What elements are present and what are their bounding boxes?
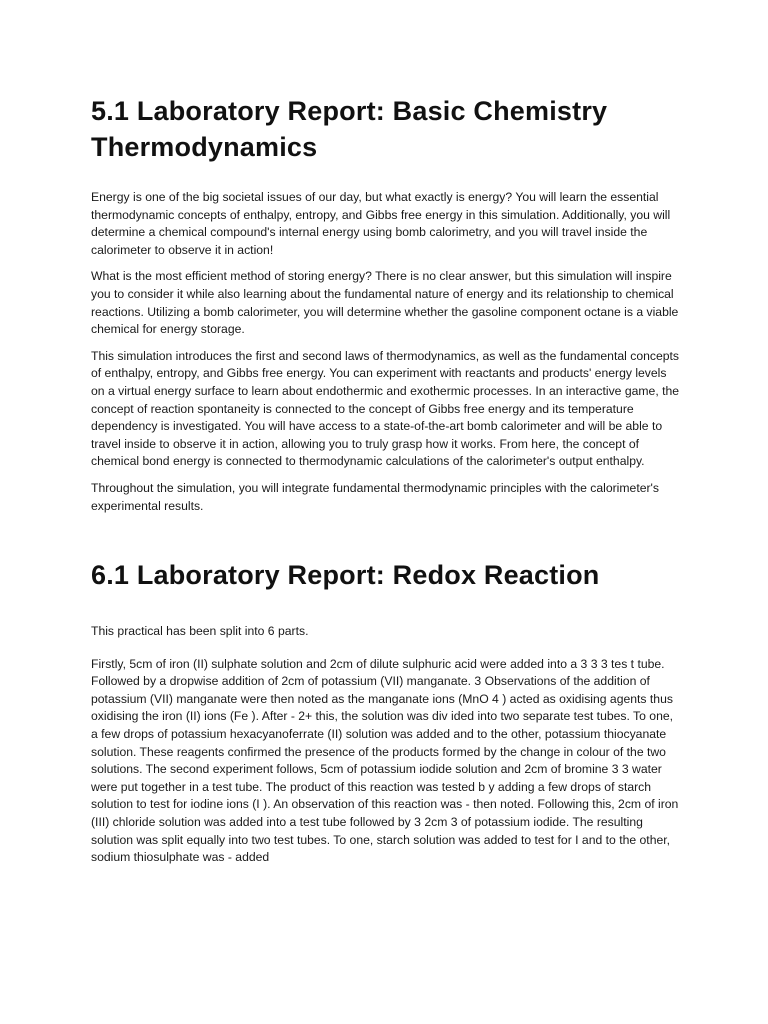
paragraph: Energy is one of the big societal issues of our day, but what exactly is energy? You will learn the essential thermodynamic concepts of enthalpy, entropy, and Gibbs free energy in this simulation. Additionally, you will determine a chemical compound's internal energy using bomb calorimetry, and you will travel inside the calorimeter to observe it in action! bbox=[91, 190, 671, 257]
paragraph: This practical has been split into 6 parts. bbox=[91, 624, 309, 639]
document-content bbox=[91, 93, 683, 876]
section-heading-redox: 6.1 Laboratory Report: Redox Reaction bbox=[91, 560, 600, 591]
paragraph: What is the most efficient method of storing energy? There is no clear answer, but this simulation will inspire you to consider it while also learning about the fundamental nature of energy and its relationship to chemical reactions. Utilizing a bomb calorimeter, you will determine whether the gasoline component octane is a viable chemical for energy storage. bbox=[91, 269, 679, 337]
paragraph: This simulation introduces the first and second laws of thermodynamics, as well as the fundamental concepts of enthalpy, entropy, and Gibbs free energy. You can experiment with reactants and products' energy levels on a virtual energy surface to learn about endothermic and exothermic processes. In an interactive game, the concept of reaction spontaneity is connected to the concept of Gibbs free energy and its temperature dependency is investigated. You will have access to a state-of-the-art bomb calorimeter and will be able to travel inside to observe it in action, allowing you to truly grasp how it works. From here, the concept of chemical bond energy is connected to thermodynamic calculations of the calorimeter's output enthalpy. bbox=[91, 348, 680, 469]
section-heading-thermodynamics: 5.1 Laboratory Report: Basic Chemistry Thermodynamics bbox=[91, 96, 608, 162]
paragraph: Firstly, 5cm of iron (II) sulphate solution and 2cm of dilute sulphuric acid were added into a 3 3 3 tes t tube. Followed by a dropwise addition of 2cm of potassium (VII) manganate. 3 Observations of the addition of potassium (VII) manganate were then noted as the manganate ions (MnO 4 ) acted as oxidising agents thus oxidising the iron (II) ions (Fe ). After - 2+ this, the solution was div ided into two separate test tubes. To one, a few drops of potassium hexacyanoferrate (II) solution was added and to the other, potassium thiocyanate solution. These reagents confirmed the presence of the products formed by the change in colour of the two solutions. The second experiment follows, 5cm of potassium iodide solution and 2cm of bromine 3 3 water were put together in a test tube. The product of this reaction was tested b y adding a few drops of starch solution to test for iodine ions (I ). An observation of this reaction was - then noted. Following this, 2cm of iron (III) chloride solution was added into a test tube followed by 3 2cm 3 of potassium iodide. The resulting solution was split equally into two test tubes. To one, starch solution was added to test for I and to the other, sodium thiosulphate was - added bbox=[91, 656, 679, 865]
paragraph: Throughout the simulation, you will integrate fundamental thermodynamic principles with the calorimeter's experimental results. bbox=[91, 480, 659, 513]
